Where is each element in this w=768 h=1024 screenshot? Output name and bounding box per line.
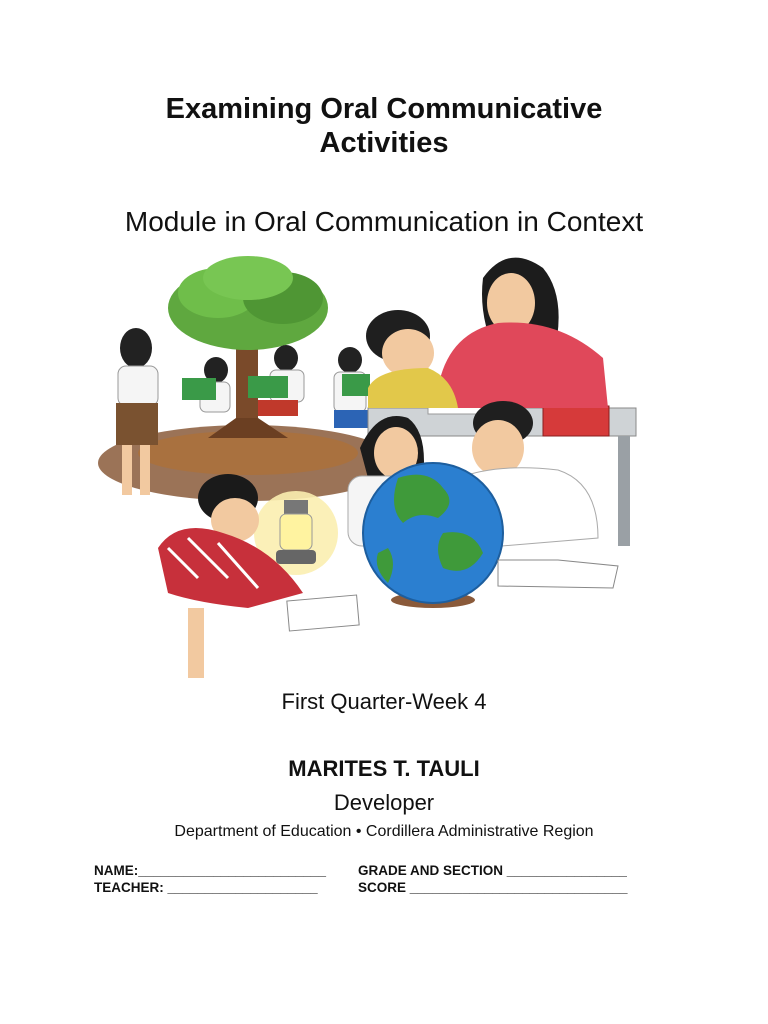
page-title — [0, 92, 768, 160]
tree-icon — [168, 256, 328, 438]
author-name: MARITES T. TAULI — [288, 756, 480, 781]
quarter-week: First Quarter-Week 4 — [281, 689, 487, 714]
students-icon — [182, 345, 370, 428]
department-line: Department of Education • Cordillera Administrative Region — [174, 823, 594, 840]
globe-icon — [363, 463, 503, 608]
title-line-2: Activities — [319, 127, 449, 159]
module-subtitle: Module in Oral Communication in Context — [124, 206, 644, 237]
boy-writing-icon — [158, 474, 359, 678]
teacher-icon — [438, 258, 608, 408]
cover-illustration — [98, 248, 640, 684]
table-leg — [618, 436, 630, 546]
name-field[interactable]: NAME:_________________________ — [94, 863, 326, 878]
author-role: Developer — [333, 790, 435, 815]
teacher-field[interactable]: TEACHER: ____________________ — [94, 880, 318, 895]
open-book-icon — [498, 560, 618, 588]
grade-section-field[interactable]: GRADE AND SECTION ________________ — [358, 863, 627, 878]
boy-at-table-icon — [366, 310, 458, 408]
score-field[interactable]: SCORE _____________________________ — [358, 880, 628, 895]
title-line-1: Examining Oral Communicative — [165, 93, 603, 125]
